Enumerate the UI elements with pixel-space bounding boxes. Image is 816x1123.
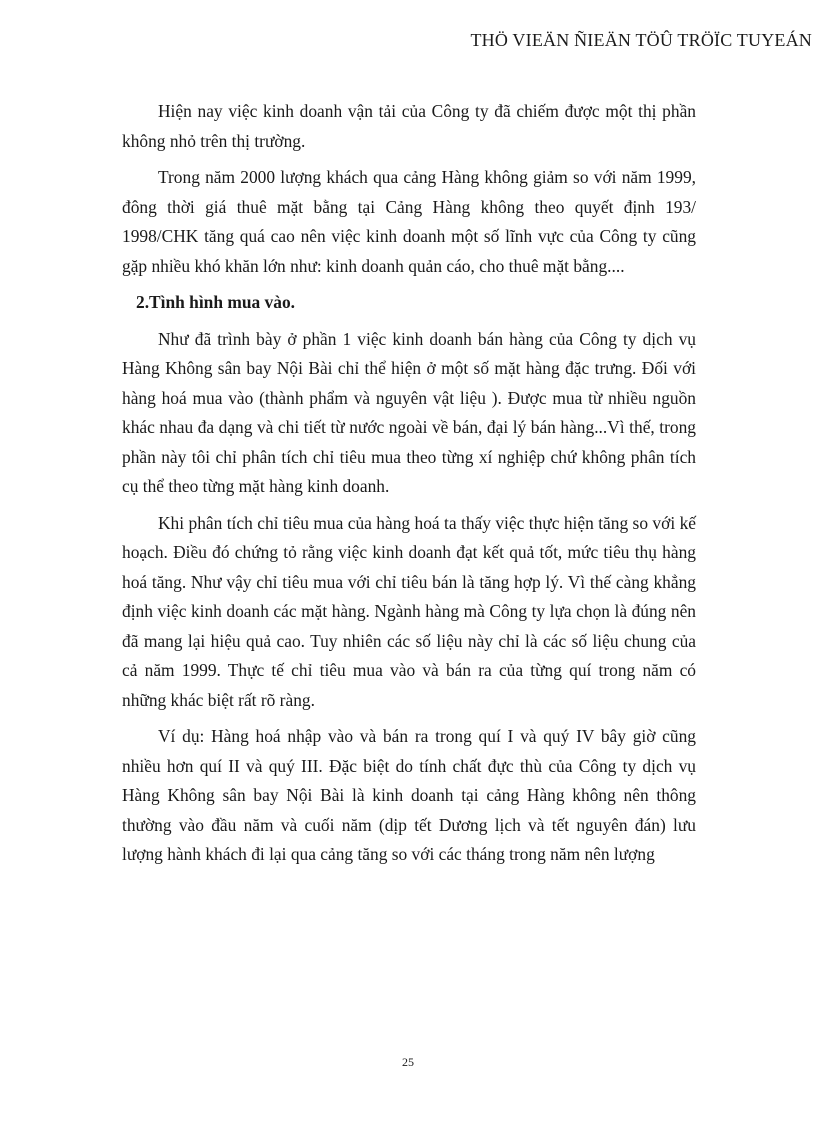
section-heading: 2.Tình hình mua vào. [136, 292, 295, 312]
paragraph-purchase-analysis: Khi phân tích chỉ tiêu mua của hàng hoá ta thấy việc thực hiện tăng so với kế hoạch. Điều đó chứng tỏ rằng việc kinh doanh đạt kết quả tốt, mức tiêu thụ hàng hoá tăng. Như vậy chỉ tiêu mua với chỉ tiêu bán là tăng hợp lý. Vì thế càng khẳng định việc kinh doanh các mặt hàng. Ngành hàng mà Công ty lựa chọn là đúng nên đã mang lại hiệu quả cao. Tuy nhiên các số liệu này chỉ là các số liệu chung của cả năm 1999. Thực tế chỉ tiêu mua vào và bán ra của từng quí trong năm có những khác biệt rất rõ ràng. [122, 512, 696, 710]
paragraph-market-share: Hiện nay việc kinh doanh vận tải của Công ty đã chiếm được một thị phần không nhỏ trên thị trường. [122, 101, 696, 151]
document-body [122, 97, 696, 870]
paragraph-year-2000: Trong năm 2000 lượng khách qua cảng Hàng không giảm so với năm 1999, đông thời giá thuê mặt bằng tại Cảng Hàng không theo quyết định 193/ 1998/CHK tăng quá cao nên việc kinh doanh một số lĩnh vực của Công ty cũng gặp nhiều khó khăn lớn như: kinh doanh quản cáo, cho thuê mặt bằng.... [122, 167, 696, 276]
page-number: 25 [402, 1055, 414, 1069]
page-header: THÖ VIEÄN ÑIEÄN TÖÛ TRÖÏC TUYEÁN [470, 30, 812, 50]
paragraph-purchasing-overview: Như đã trình bày ở phần 1 việc kinh doanh bán hàng của Công ty dịch vụ Hàng Không sân bay Nội Bài chỉ thể hiện ở một số mặt hàng đặc trưng. Đối với hàng hoá mua vào (thành phẩm và nguyên vật liệu ). Được mua từ nhiều nguồn khác nhau đa dạng và chi tiết từ nước ngoài về bán, đại lý bán hàng...Vì thế, trong phần này tôi chỉ phân tích chỉ tiêu mua theo từng xí nghiệp chứ không phân tích cụ thể theo từng mặt hàng kinh doanh. [122, 328, 696, 496]
paragraph-example: Ví dụ: Hàng hoá nhập vào và bán ra trong quí I và quý IV bây giờ cũng nhiều hơn quí II và quý III. Đặc biệt do tính chất đực thù của Công ty dịch vụ Hàng Không sân bay Nội Bài là kinh doanh tại cảng Hàng không nên thông thường vào đầu năm và cuối năm (dịp tết Dương lịch và tết nguyên đán) lưu lượng hành khách đi lại qua cảng tăng so với các tháng trong năm nên lượng [122, 726, 696, 864]
